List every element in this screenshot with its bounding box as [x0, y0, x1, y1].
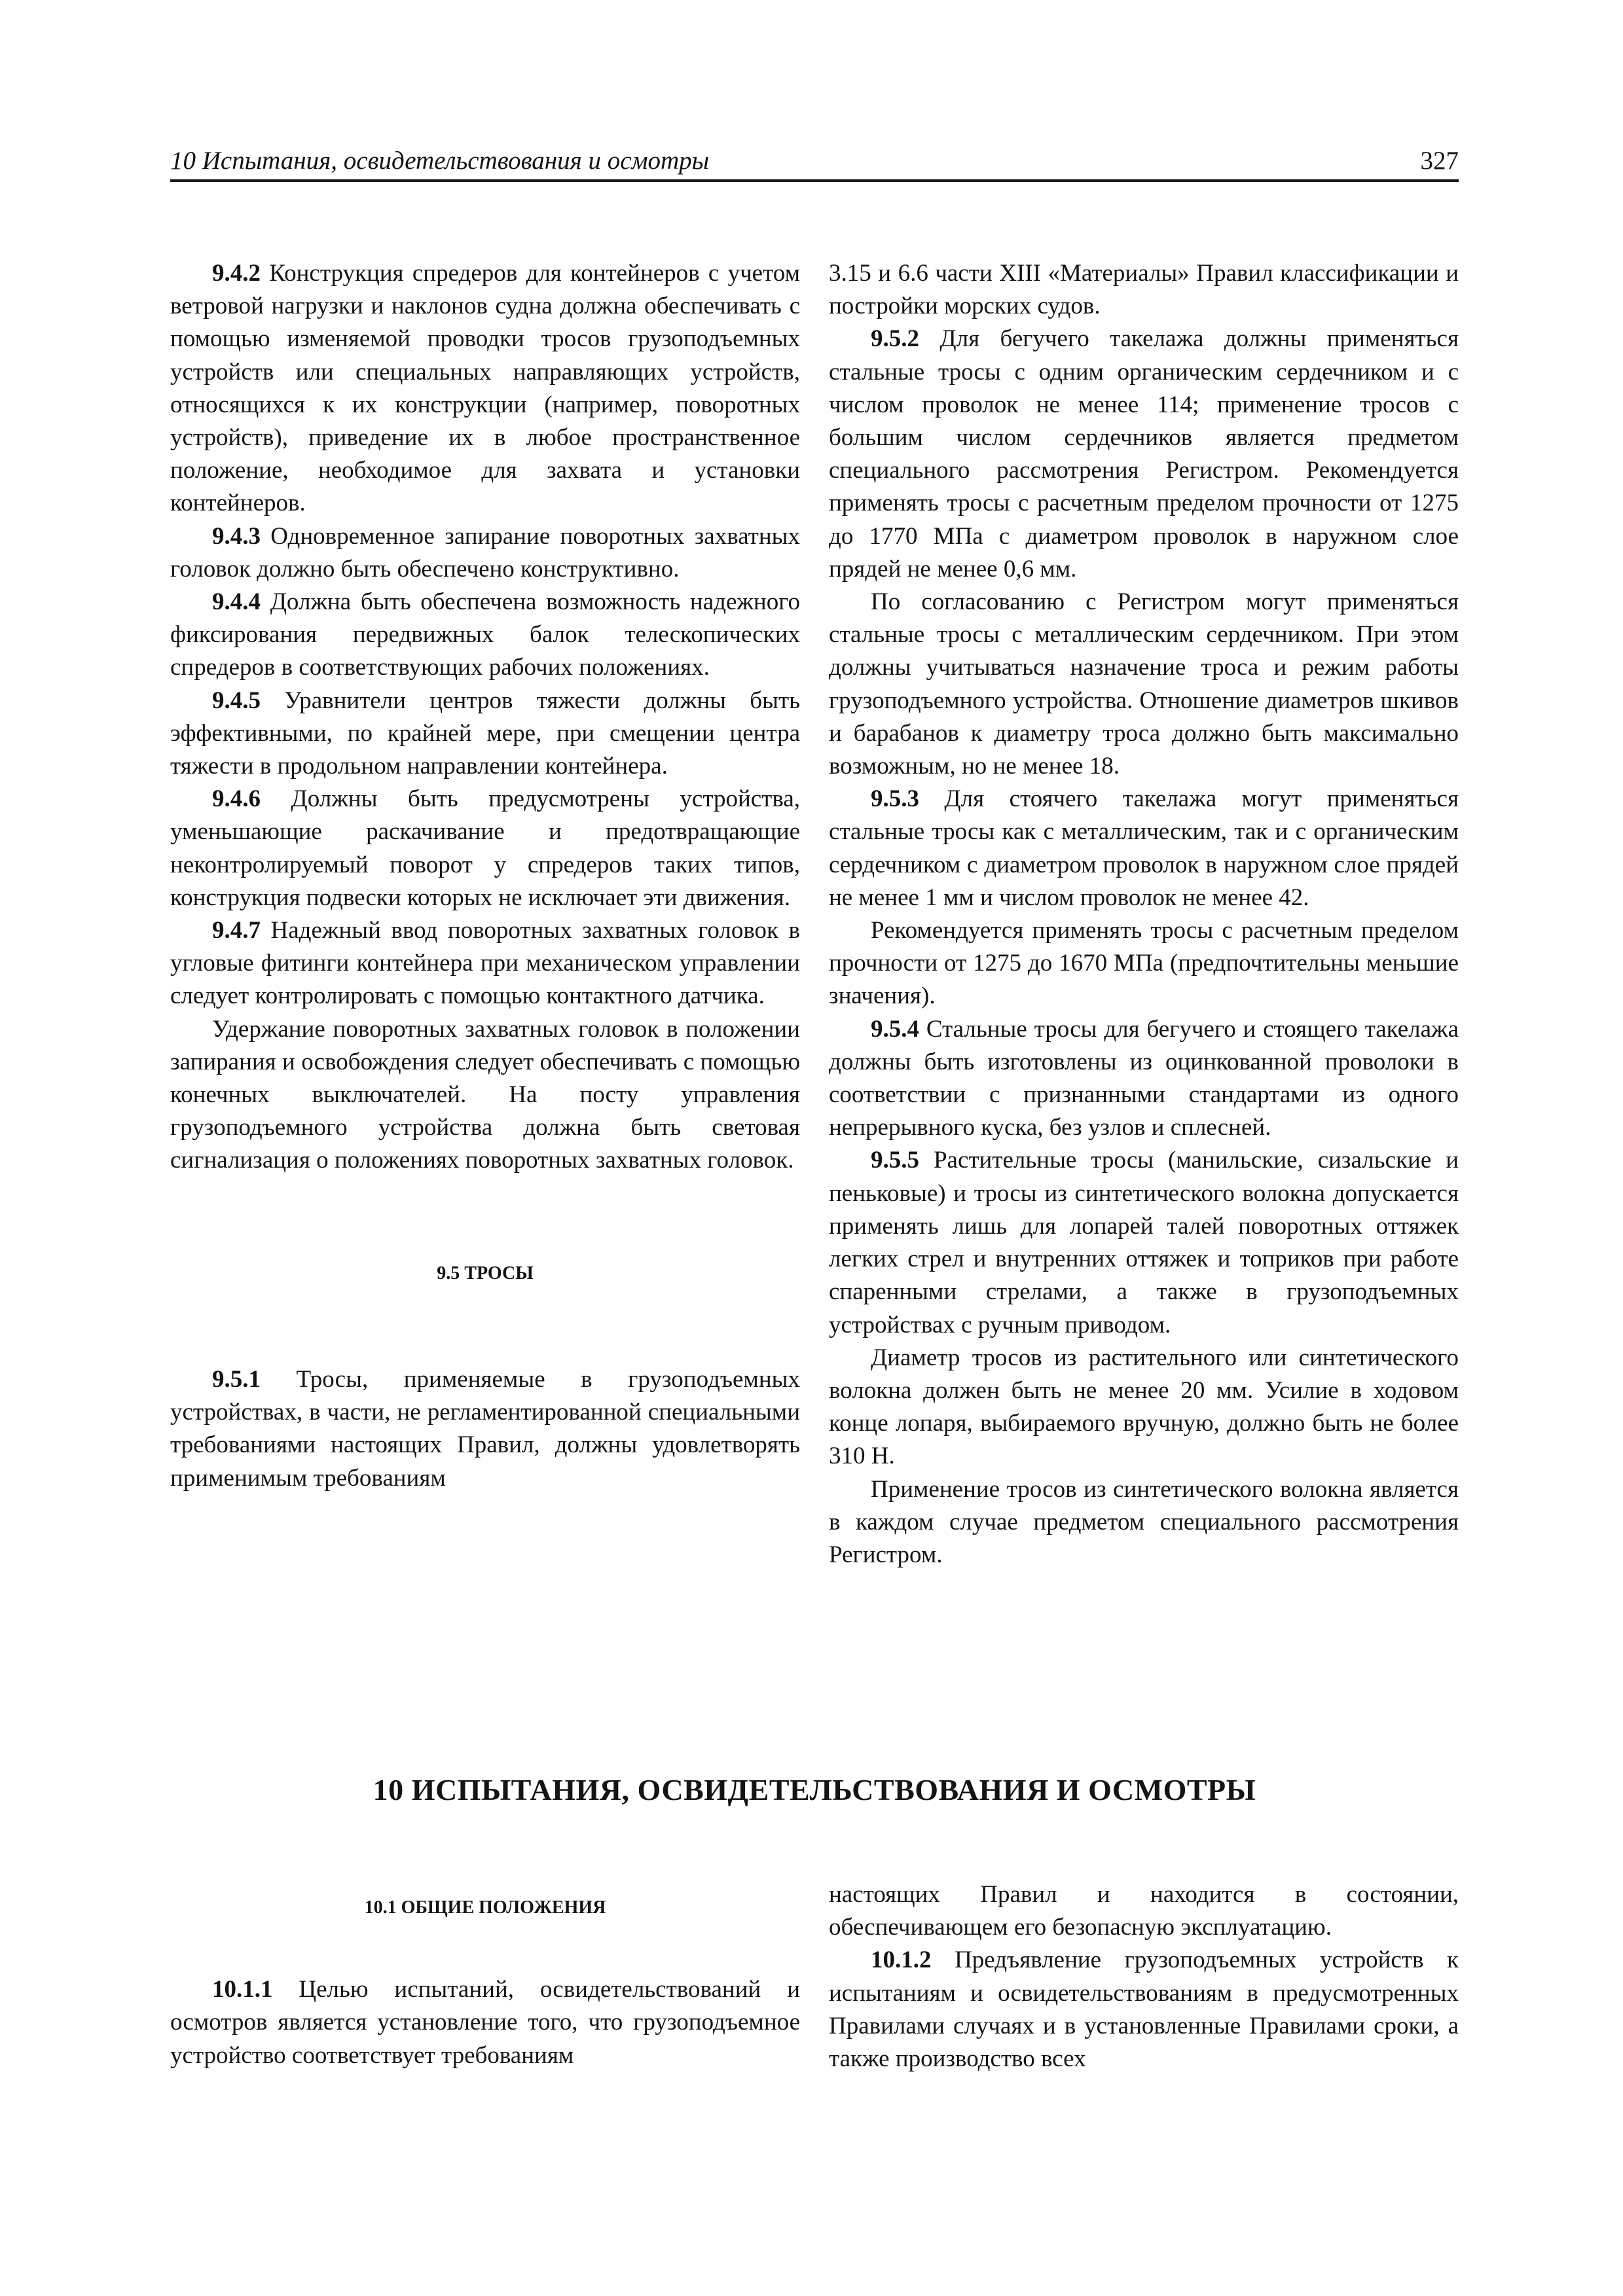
paragraph-text: Рекомендуется применять тросы с расчетным пределом прочности от 1275 до 1670 МПа (предпочтительны меньшие значения). [829, 917, 1459, 1010]
paragraph [829, 1013, 1459, 1145]
page-number: 327 [1420, 147, 1459, 175]
clause-number: 9.4.3 [212, 522, 261, 550]
paragraph-text: Применение тросов из синтетического волокна является в каждом случае предметом специального рассмотрения Регистром. [829, 1475, 1459, 1568]
paragraph-text: Тросы, применяемые в грузоподъемных устройствах, в части, не регламентированной специальными требованиями настоящих Правил, должны удовлетворять применимым требованиям [170, 1365, 800, 1492]
paragraph-text: Должна быть обеспечена возможность надежного фиксирования передвижных балок телескопических спредеров в соответствующих рабочих положениях. [170, 588, 800, 681]
paragraph-text: 3.15 и 6.6 части XIII «Материалы» Правил классификации и постройки морских судов. [829, 260, 1459, 320]
paragraphs-9-4 [170, 257, 800, 1177]
clause-number: 9.4.5 [212, 687, 261, 714]
left-column-top [170, 257, 800, 1495]
paragraph-text: Для бегучего такелажа должны применяться стальные тросы с одним органическим сердечником и с числом проволок не менее 114; применение тросов с большим числом сердечников является предметом специального рассмотрения Регистром. Рекомендуется применять тросы с расчетным пределом прочности от 1275 до 1770 МПа с диаметром проволок в наружном слое прядей не менее 0,6 мм. [829, 325, 1459, 583]
paragraph [170, 1363, 800, 1495]
clause-number: 9.4.4 [212, 588, 261, 616]
clause-number: 9.5.5 [871, 1147, 919, 1174]
paragraph [170, 1973, 800, 2072]
section-title-10-1: 10.1 ОБЩИЕ ПОЛОЖЕНИЯ [364, 1897, 606, 1918]
paragraph [829, 586, 1459, 783]
paragraph [829, 257, 1459, 323]
clause-number: 9.4.7 [212, 917, 261, 944]
clause-number: 9.4.2 [212, 260, 261, 287]
paragraphs-9-5-left [170, 1363, 800, 1495]
page-header [170, 143, 1459, 182]
paragraph-text: Стальные тросы для бегучего и стоящего такелажа должны быть изготовлены из оцинкованной проволоки в соответствии с признанными стандартами из одного непрерывного куска, без узлов и сплесней. [829, 1015, 1459, 1141]
paragraph [170, 1013, 800, 1177]
paragraph-text: Диаметр тросов из растительного или синтетического волокна должен быть не менее 20 мм. Усилие в ходовом конце лопаря, выбираемого вручную, должно быть не более 310 Н. [829, 1344, 1459, 1470]
paragraph-text: Для стоячего такелажа могут применяться стальные тросы как с металлическим, так и с органическим сердечником с диаметром проволок в наружном слое прядей не менее 1 мм и числом проволок не менее 42. [829, 785, 1459, 911]
paragraphs-10-1-right [829, 1878, 1459, 2075]
paragraph-text: Удержание поворотных захватных головок в положении запирания и освобождения следует обеспечивать с помощью конечных выключателей. На посту управления грузоподъемного устройства должна быть световая сигнализация о положениях поворотных захватных головок. [170, 1015, 800, 1174]
right-column-top [829, 257, 1459, 1571]
paragraph [170, 586, 800, 685]
clause-number: 9.5.3 [871, 785, 919, 813]
paragraph-text: Надежный ввод поворотных захватных головок в угловые фитинги контейнера при механическом управлении следует контролировать с помощью контактного датчика. [170, 917, 800, 1010]
paragraph-text: Предъявление грузоподъемных устройств к испытаниям и освидетельствованиям в предусмотренных Правилами случаях и в установленные Правилами сроки, а также производство всех [829, 1946, 1459, 2073]
paragraph-text: Одновременное запирание поворотных захватных головок должно быть обеспечено конструктивно. [170, 522, 800, 583]
chapter-title: 10 ИСПЫТАНИЯ, ОСВИДЕТЕЛЬСТВОВАНИЯ И ОСМОТРЫ [373, 1773, 1256, 1806]
clause-number: 9.5.2 [871, 325, 919, 353]
section-title-9-5: 9.5 ТРОСЫ [437, 1263, 534, 1283]
paragraph [829, 1144, 1459, 1341]
paragraphs-9-5-right [829, 257, 1459, 1571]
paragraph-text: Должны быть предусмотрены устройства, уменьшающие раскачивание и предотвращающие неконтролируемый поворот у спредеров таких типов, конструкция подвески которых не исключает эти движения. [170, 785, 800, 911]
right-column-bottom [829, 1878, 1459, 2075]
clause-number: 9.4.6 [212, 785, 261, 813]
paragraph [170, 520, 800, 586]
clause-number: 10.1.2 [871, 1946, 932, 1974]
paragraph-text: Целью испытаний, освидетельствований и осмотров является установление того, что грузоподъемное устройство соответствует требованиям [170, 1976, 800, 2069]
clause-number: 9.5.1 [212, 1365, 261, 1393]
clause-number: 10.1.1 [212, 1976, 273, 2003]
paragraph-text: По согласованию с Регистром могут применяться стальные тросы с металлическим сердечником. При этом должны учитываться назначение троса и режим работы грузоподъемного устройства. Отношение диаметров шкивов и барабанов к диаметру троса должно быть максимально возможным, но не менее 18. [829, 588, 1459, 780]
paragraph [829, 1944, 1459, 2075]
paragraph-text: настоящих Правил и находится в состоянии, обеспечивающем его безопасную эксплуатацию. [829, 1881, 1459, 1941]
paragraph [170, 257, 800, 520]
paragraph [170, 783, 800, 914]
paragraph [829, 323, 1459, 586]
left-column-bottom [170, 1892, 800, 2072]
paragraph [829, 1473, 1459, 1572]
paragraph [170, 914, 800, 1013]
paragraph-text: Растительные тросы (манильские, сизальские и пеньковые) и тросы из синтетического волокна допускается применять лишь для лопарей талей поворотных оттяжек легких стрел и внутренних оттяжек и топриков при работе спаренными стрелами, а также в грузоподъемных устройствах с ручным приводом. [829, 1147, 1459, 1338]
paragraph [829, 914, 1459, 1013]
paragraphs-10-1-left [170, 1973, 800, 2072]
paragraph [829, 783, 1459, 914]
paragraph-text: Конструкция спредеров для контейнеров с учетом ветровой нагрузки и наклонов судна должна обеспечивать с помощью изменяемой проводки тросов грузоподъемных устройств или специальных направляющих устройств, относящихся к их конструкции (например, поворотных устройств), приведение их в любое пространственное положение, необходимое для захвата и установки контейнеров. [170, 260, 800, 517]
paragraph [829, 1342, 1459, 1473]
paragraph [170, 685, 800, 783]
clause-number: 9.5.4 [871, 1015, 919, 1043]
running-title: 10 Испытания, освидетельствования и осмотры [170, 147, 710, 175]
paragraph [829, 1878, 1459, 1944]
paragraph-text: Уравнители центров тяжести должны быть эффективными, по крайней мере, при смещении центра тяжести в продольном направлении контейнера. [170, 687, 800, 780]
